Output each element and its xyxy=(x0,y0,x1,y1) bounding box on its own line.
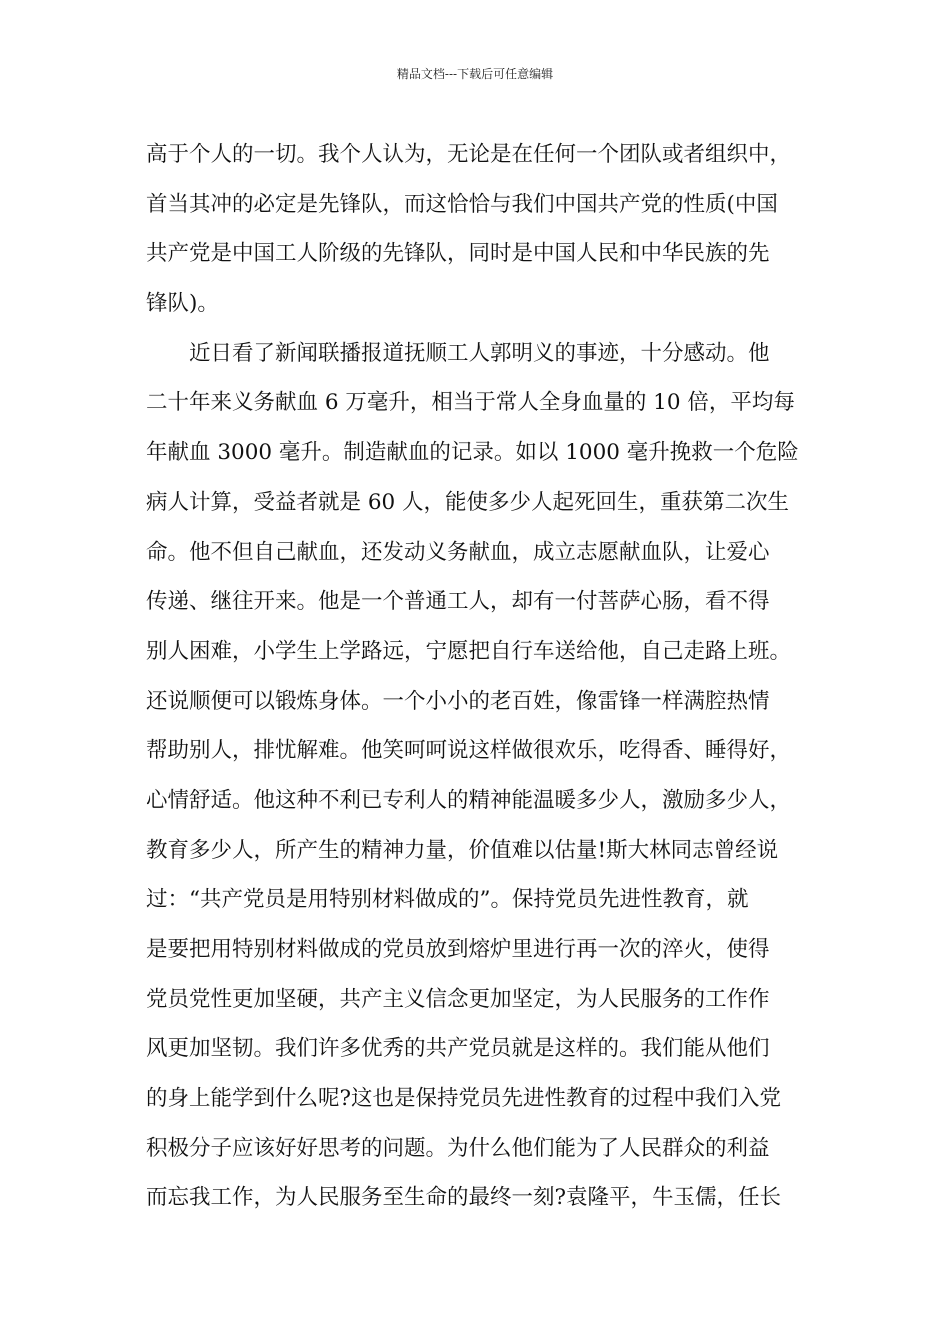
text-line: 而忘我工作，为人民服务至生命的最终一刻?袁隆平，牛玉儒，任长 xyxy=(146,1185,782,1211)
text-line: 高于个人的一切。我个人认为，无论是在任何一个团队或者组织中， xyxy=(146,142,792,167)
paragraph-2 xyxy=(146,329,806,1223)
text-line: 教育多少人，所产生的精神力量，价值难以估量!斯大林同志曾经说 xyxy=(146,837,779,863)
text-line: 命。他不但自己献血，还发动义务献血，成立志愿献血队，让爱心 xyxy=(146,539,770,565)
text-line: 二十年来义务献血 6 万毫升，相当于常人全身血量的 10 倍，平均每 xyxy=(146,390,795,416)
text-line: 年献血 3000 毫升。制造献血的记录。如以 1000 毫升挽救一个危险 xyxy=(146,440,799,466)
text-line: 过：“共产党员是用特别材料做成的”。保持党员先进性教育，就 xyxy=(146,887,749,913)
text-line: 帮助别人，排忧解难。他笑呵呵说这样做很欢乐，吃得香、睡得好， xyxy=(146,738,792,764)
text-line: 病人计算，受益者就是 60 人，能使多少人起死回生，重获第二次生 xyxy=(146,489,790,515)
text-line: 别人困难，小学生上学路远，宁愿把自行车送给他，自己走路上班。 xyxy=(146,638,792,664)
text-line: 传递、继往开来。他是一个普通工人，却有一付菩萨心肠，看不得 xyxy=(146,589,770,615)
paragraph-1 xyxy=(146,130,806,329)
page-header: 精品文档---下载后可任意编辑 xyxy=(396,67,554,81)
text-line: 锋队)。 xyxy=(146,291,219,317)
text-line: 还说顺便可以锻炼身体。一个小小的老百姓，像雷锋一样满腔热情 xyxy=(146,688,770,714)
text-line: 积极分子应该好好思考的问题。为什么他们能为了人民群众的利益 xyxy=(146,1135,770,1161)
text-line: 是要把用特别材料做成的党员放到熔炉里进行再一次的淬火，使得 xyxy=(146,937,770,962)
text-line: 首当其冲的必定是先锋队，而这恰恰与我们中国共产党的性质(中国 xyxy=(146,191,778,217)
document-body xyxy=(146,130,806,1223)
text-line: 的身上能学到什么呢?这也是保持党员先进性教育的过程中我们入党 xyxy=(146,1086,782,1112)
text-line: 心情舒适。他这种不利已专利人的精神能温暖多少人，激励多少人， xyxy=(146,787,792,813)
text-line: 党员党性更加坚硬，共产主义信念更加坚定，为人民服务的工作作 xyxy=(146,986,770,1012)
text-line: 风更加坚韧。我们许多优秀的共产党员就是这样的。我们能从他们 xyxy=(146,1036,770,1062)
text-line: 共产党是中国工人阶级的先锋队，同时是中国人民和中华民族的先 xyxy=(146,241,770,267)
text-line: 近日看了新闻联播报道抚顺工人郭明义的事迹，十分感动。他 xyxy=(189,340,770,366)
